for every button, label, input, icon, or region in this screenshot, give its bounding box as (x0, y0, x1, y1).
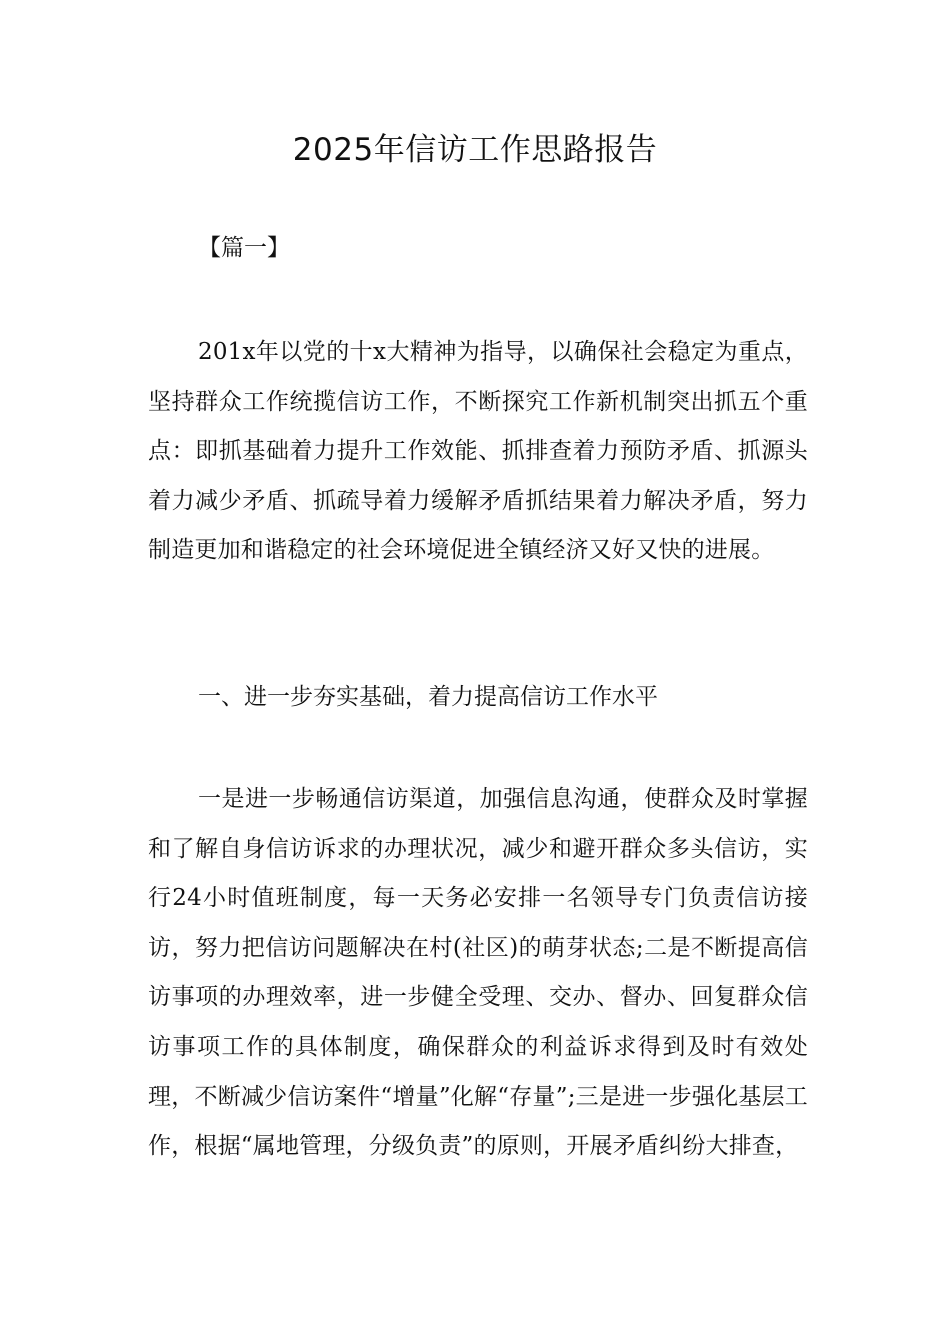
section-label: 【篇一】 (198, 235, 290, 261)
body-paragraph-1: 201x年以党的十x大精神为指导，以确保社会稳定为重点，坚持群众工作统揽信访工作，不断探究工作新机制突出抓五个重点：即抓基础着力提升工作效能、抓排查着力预防矛盾、抓源头着力减少矛盾、抓疏导着力缓解矛盾抓结果着力解决矛盾，努力制造更加和谐稳定的社会环境促进全镇经济又好又快的进展。 (148, 339, 808, 564)
body-paragraph-2: 一是进一步畅通信访渠道，加强信息沟通，使群众及时掌握和了解自身信访诉求的办理状况，减少和避开群众多头信访，实行24小时值班制度，每一天务必安排一名领导专门负责信访接访，努力把信访问题解决在村(社区)的萌芽状态;二是不断提高信访事项的办理效率，进一步健全受理、交办、督办、回复群众信访事项工作的具体制度，确保群众的利益诉求得到及时有效处理，不断减少信访案件“增量”化解“存量”;三是进一步强化基层工作，根据“属地管理，分级负责”的原则，开展矛盾纠纷大排查， (148, 786, 808, 1160)
section-heading-1: 一、进一步夯实基础，着力提高信访工作水平 (198, 684, 658, 710)
document-title: 2025年信访工作思路报告 (292, 132, 658, 168)
